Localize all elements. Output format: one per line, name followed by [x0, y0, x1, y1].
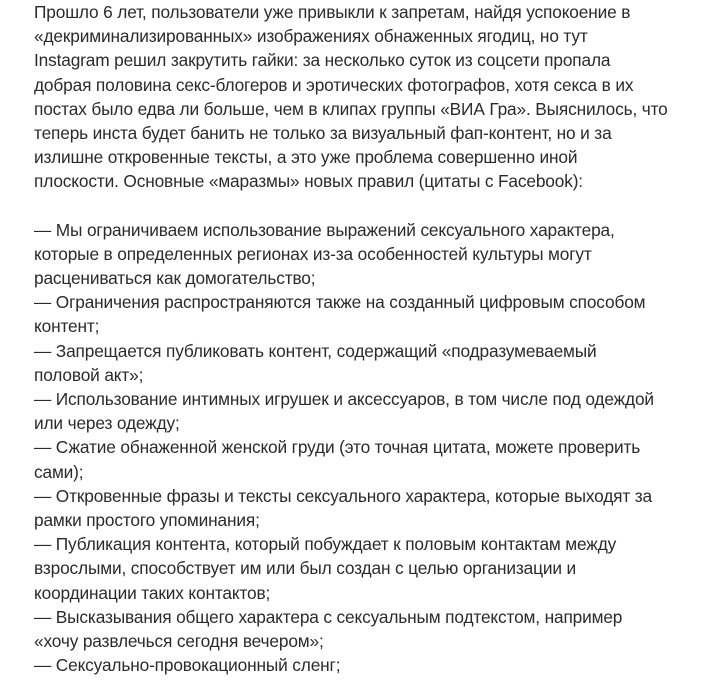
text-line: — Запрещается публиковать контент, содержащий «подразумеваемый [34, 340, 597, 361]
text-line: плоскости. Основные «маразмы» новых правил (цитаты с Facebook): [34, 171, 583, 192]
text-line: «декриминализированных» изображениях обнаженных ягодиц, но тут [34, 26, 588, 47]
text-line: рамки простого упоминания; [34, 509, 260, 530]
text-line: «хочу развлечься сегодня вечером»; [34, 630, 324, 651]
text-line: — Сексуально-провокационный сленг; [34, 655, 341, 676]
list-item [34, 339, 710, 387]
text-line: Instagram решил закрутить гайки: за несколько суток из соцсети пропала [34, 50, 611, 71]
text-line: постах было едва ли больше, чем в клипах группы «ВИА Гра». Выяснилось, что [34, 98, 668, 119]
text-line: координации таких контактов; [34, 582, 271, 603]
text-line: контент; [34, 316, 100, 337]
list-item [34, 218, 710, 291]
list-item [34, 653, 710, 677]
text-line: излишне откровенные тексты, а это уже проблема совершенно иной [34, 147, 578, 168]
text-line: — Ограничения распространяются также на созданный цифровым способом [34, 292, 646, 313]
text-line: — Мы ограничиваем использование выражений сексуального характера, [34, 219, 615, 240]
list-item [34, 605, 710, 653]
text-line: — Высказывания общего характера с сексуальным подтекстом, например [34, 606, 623, 627]
text-line: взрослыми, способствует им или был создан с целью организации и [34, 558, 577, 579]
text-line: или через одежду; [34, 413, 180, 434]
paragraph-spacer [34, 194, 710, 218]
text-line: половой акт»; [34, 364, 144, 385]
text-line: — Сжатие обнаженной женской груди (это точная цитата, можете проверить [34, 437, 641, 458]
text-line: добрая половина секс-блогеров и эротических фотографов, хотя секса в их [34, 74, 634, 95]
list-item [34, 290, 710, 338]
text-line: расцениваться как домогательство; [34, 268, 316, 289]
text-line: — Публикация контента, который побуждает к половым контактам между [34, 534, 617, 555]
text-line: Прошло 6 лет, пользователи уже привыкли к запретам, найдя успокоение в [34, 2, 631, 22]
text-line: которые в определенных регионах из-за особенностей культуры могут [34, 243, 592, 264]
text-line: сами); [34, 461, 84, 482]
text-line: — Откровенные фразы и тексты сексуального характера, которые выходят за [34, 485, 653, 506]
list-item [34, 484, 710, 532]
list-item [34, 532, 710, 605]
text-line: теперь инста будет банить не только за визуальный фап-контент, но и за [34, 122, 612, 143]
article-text [34, 0, 710, 677]
rules-list [34, 218, 710, 678]
list-item [34, 387, 710, 435]
text-line: — Использование интимных игрушек и аксессуаров, в том числе под одеждой [34, 389, 654, 409]
intro-paragraph [34, 0, 710, 194]
list-item [34, 435, 710, 483]
